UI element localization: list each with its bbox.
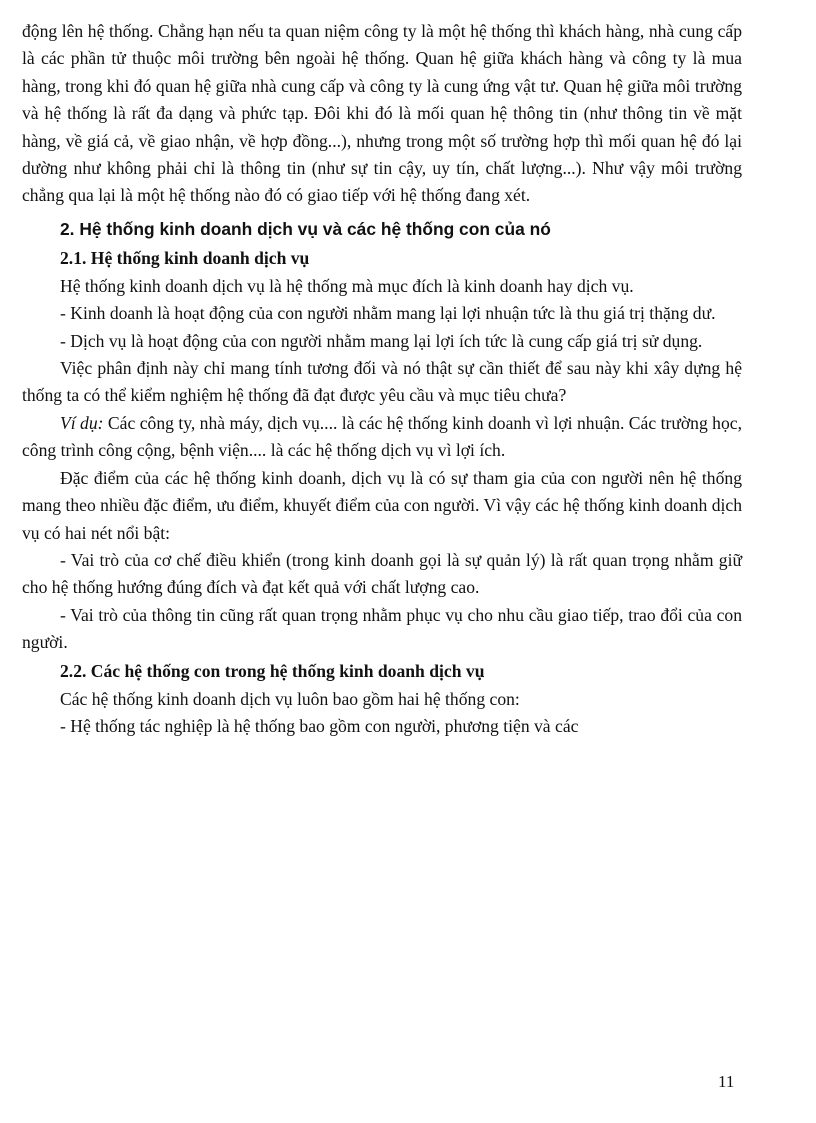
paragraph-phan-dinh: Việc phân định này chỉ mang tính tương đối và nó thật sự cần thiết để sau này khi xây dựng hệ thống ta có thể kiểm nghiệm hệ thống đã đạt được yêu cầu và mục tiêu chưa? [22, 358, 742, 406]
paragraph-kinh-doanh: - Kinh doanh là hoạt động của con người nhằm mang lại lợi nhuận tức là thu giá trị thặng dư. [60, 303, 716, 324]
paragraph-intro: động lên hệ thống. Chẳng hạn nếu ta quan niệm công ty là một hệ thống thì khách hàng, nhà cung cấp là các phần tử thuộc môi trường bên ngoài hệ thống. Quan hệ giữa khách hàng và công ty là mua hàng, trong khi đó quan hệ giữa nhà cung cấp và công ty là cung ứng vật tư. Quan hệ giữa môi trường và hệ thống là rất đa dạng và phức tạp. Đôi khi đó là mối quan hệ thông tin (như thông tin về mặt hàng, về giá cả, về giao nhận, về hợp đồng...), nhưng trong một số trường hợp thì mối quan hệ đó lại dường như không phải chỉ là thông tin (như sự tin cậy, uy tín, chất lượng...). Như vậy môi trường chẳng qua lại là một hệ thống nào đó có giao tiếp với hệ thống đang xét. [22, 21, 742, 206]
vi-du-text: Các công ty, nhà máy, dịch vụ.... là các hệ thống kinh doanh vì lợi nhuận. Các trường học, công trình công cộng, bệnh viện.... là các hệ thống dịch vụ vì lợi ích. [22, 412, 742, 461]
paragraph-dich-vu: - Dịch vụ là hoạt động của con người nhằm mang lại lợi ích tức là cung cấp giá trị sử dụng. [60, 330, 703, 351]
paragraph-tac-nghiep: - Hệ thống tác nghiệp là hệ thống bao gồm con người, phương tiện và các [60, 715, 579, 736]
paragraph-vai-tro-2: - Vai trò của thông tin cũng rất quan trọng nhằm phục vụ cho nhu cầu giao tiếp, trao đổi của con người. [22, 604, 742, 653]
paragraph-dac-diem: Đặc điểm của các hệ thống kinh doanh, dịch vụ là có sự tham gia của con người nên hệ thống mang theo nhiều đặc điểm, ưu điểm, khuyết điểm của con người. Vì vậy các hệ thống kinh doanh dịch vụ có hai nét nổi bật: [22, 467, 742, 543]
paragraph-vi-du [22, 410, 742, 465]
subsection-heading-2-2: 2.2. Các hệ thống con trong hệ thống kinh doanh dịch vụ [60, 660, 485, 681]
page-body [22, 18, 742, 740]
vi-du-label: Ví dụ: [60, 412, 104, 433]
page-number: 11 [718, 1072, 735, 1091]
paragraph-he-thong-con: Các hệ thống kinh doanh dịch vụ luôn bao gồm hai hệ thống con: [60, 688, 520, 709]
paragraph-vai-tro-1: - Vai trò của cơ chế điều khiển (trong kinh doanh gọi là sự quản lý) là rất quan trọng nhằm giữ cho hệ thống hướng đúng đích và đạt kết quả với chất lượng cao. [22, 549, 742, 598]
section-heading-2: 2. Hệ thống kinh doanh dịch vụ và các hệ thống con của nó [60, 218, 551, 239]
subsection-heading-2-1: 2.1. Hệ thống kinh doanh dịch vụ [60, 247, 310, 268]
paragraph-definition: Hệ thống kinh doanh dịch vụ là hệ thống mà mục đích là kinh doanh hay dịch vụ. [60, 275, 634, 296]
